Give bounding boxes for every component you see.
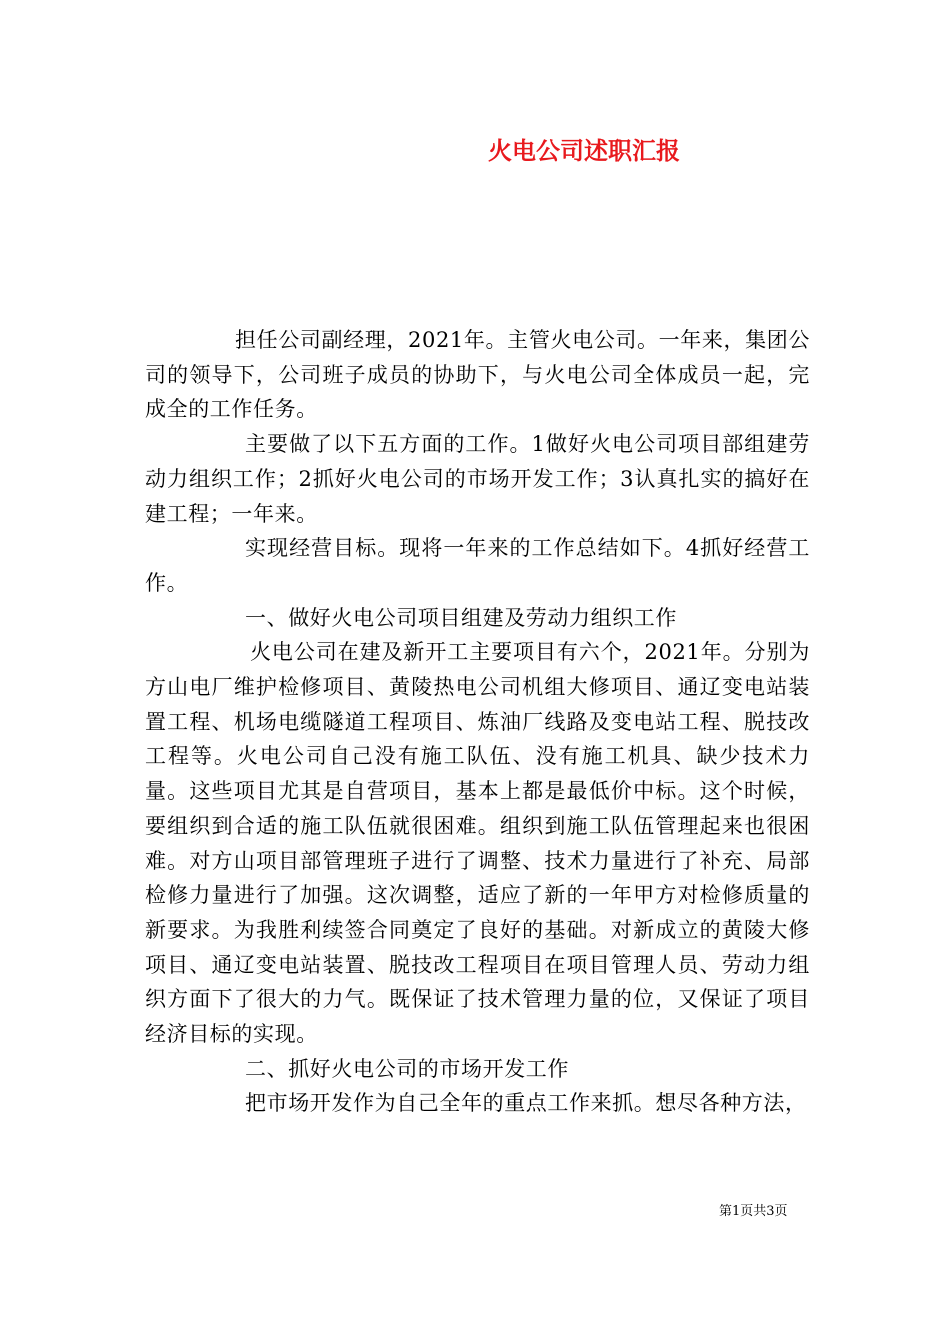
paragraph-market: 把市场开发作为自己全年的重点工作来抓。想尽各种方法，: [245, 1091, 807, 1116]
paragraph-five-aspects: 主要做了以下五方面的工作。1做好火电公司项目部组建劳动力组织工作；2抓好火电公司的市场开发工作；3认真扎实的搞好在建工程；一年来。: [145, 432, 810, 526]
paragraph-operating-goals: 实现经营目标。现将一年来的工作总结如下。4抓好经营工作。: [145, 536, 810, 595]
paragraph-projects: 火电公司在建及新开工主要项目有六个，2021年。分别为方山电厂维护检修项目、黄陵热电公司机组大修项目、通辽变电站装置工程、机场电缆隧道工程项目、炼油厂线路及变电站工程、脱技改工程等。火电公司自己没有施工队伍、没有施工机具、缺少技术力量。这些项目尤其是自营项目，基本上都是最低价中标。这个时候，要组织到合适的施工队伍就很困难。组织到施工队伍管理起来也很困难。对方山项目部管理班子进行了调整、技术力量进行了补充、局部检修力量进行了加强。这次调整，适应了新的一年甲方对检修质量的新要求。为我胜利续签合同奠定了良好的基础。对新成立的黄陵大修项目、通辽变电站装置、脱技改工程项目在项目管理人员、劳动力组织方面下了很大的力气。既保证了技术管理力量的位，又保证了项目经济目标的实现。: [145, 640, 810, 1047]
document-body: [145, 323, 810, 1121]
paragraph-intro: 担任公司副经理，2021年。主管火电公司。一年来，集团公司的领导下，公司班子成员的协助下，与火电公司全体成员一起，完成全的工作任务。: [145, 328, 810, 422]
document-title: 火电公司述职汇报: [488, 136, 680, 165]
section-heading-1: 一、做好火电公司项目组建及劳动力组织工作: [245, 605, 677, 630]
page-footer-indicator: 第1页共3页: [719, 1204, 788, 1219]
section-heading-2: 二、抓好火电公司的市场开发工作: [245, 1056, 569, 1081]
